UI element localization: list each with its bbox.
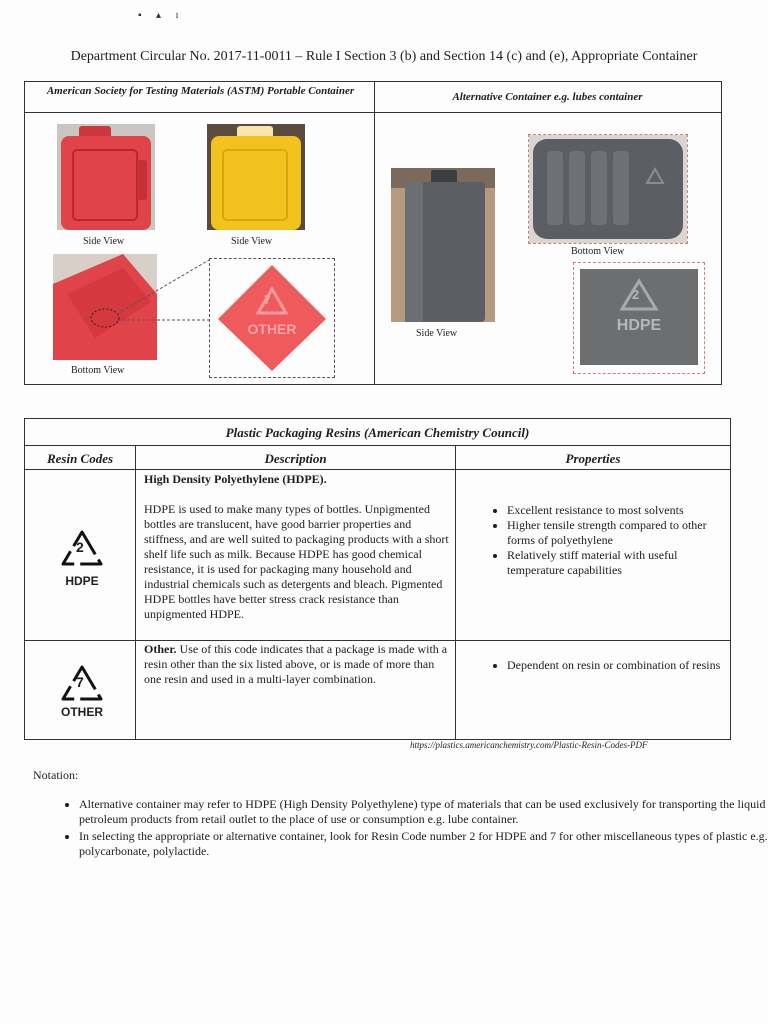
hdpe-embossed-number: 2 (632, 287, 640, 302)
other-title: Other. (144, 642, 177, 656)
column-header-properties: Properties (565, 451, 621, 466)
other-properties (485, 658, 729, 673)
other-code-text: OTHER (247, 321, 297, 337)
column-header-resin-codes: Resin Codes (46, 451, 114, 466)
other-description-text: Use of this code indicates that a package is made with a resin other than the six listed above, or is made of more than one resin and used in a multi-layer combination. (144, 642, 448, 686)
red-can-side-photo (57, 124, 155, 230)
hdpe-code-zoom-box (573, 262, 705, 374)
other-code-diamond (210, 259, 334, 377)
lube-side-caption: Side View (416, 328, 458, 339)
alternative-container-header: Alternative Container e.g. lubes container (452, 91, 643, 103)
yellow-can-side-photo (207, 124, 305, 230)
resin-table-title: Plastic Packaging Resins (American Chemistry Council) (225, 425, 530, 440)
hdpe-description (144, 472, 449, 622)
lube-container-bottom-photo (529, 135, 687, 243)
resin-code-2-label: HDPE (65, 574, 99, 588)
page-heading: Department Circular No. 2017-11-0011 – Rule I Section 3 (b) and Section 14 (c) and (e), Appropriate Container (70, 49, 698, 64)
notation-item: • Alternative container may refer to HDPE (High Density Polyethylene) type of materials that can be used exclusively for transporting the liquid petroleum products from retail outlet to the place of use or consumption e.g. lube container. (79, 797, 768, 827)
other-description (144, 642, 449, 687)
lube-bottom-caption: Bottom View (571, 246, 625, 257)
containers-table (24, 81, 722, 385)
resin-table (24, 418, 731, 740)
notation-label: Notation: (33, 768, 79, 782)
hdpe-title: High Density Polyethylene (HDPE). (144, 472, 327, 486)
lube-bottom-box (528, 134, 688, 244)
source-link[interactable]: https://plastics.americanchemistry.com/Plastic-Resin-Codes-PDF (410, 740, 648, 750)
column-header-description: Description (264, 451, 327, 466)
resin-code-7-label: OTHER (61, 705, 103, 719)
other-code-zoom-box (209, 258, 335, 378)
other-property: • Dependent on resin or combination of resins (507, 658, 729, 673)
hdpe-embossed-text: HDPE (616, 317, 662, 334)
resin-code-2-number: 2 (76, 539, 84, 555)
red-can-bottom-caption: Bottom View (71, 365, 125, 376)
red-can-side-caption: Side View (83, 236, 125, 247)
scan-specks: ▪ ▴ ı (138, 10, 185, 21)
other-code-number: 7 (264, 293, 271, 307)
resin-code-7-number: 7 (76, 674, 84, 690)
yellow-can-side-caption: Side View (231, 236, 273, 247)
callout-lines (117, 258, 213, 326)
hdpe-property: • Excellent resistance to most solvents (507, 503, 729, 518)
notation-item: • In selecting the appropriate or alternative container, look for Resin Code number 2 for HDPE and 7 for other miscellaneous types of plastic e.g. polycarbonate, polylactide. (79, 829, 768, 859)
hdpe-property: • Higher tensile strength compared to other forms of polyethylene (507, 518, 729, 548)
hdpe-description-text: HDPE is used to make many types of bottles. Unpigmented bottles are translucent, have good barrier properties and stiffness, and are well suited to packaging products with a short shelf life such as milk. Because HDPE has good chemical resistance, it is used for packaging many household and industrial chemicals such as detergents and bleach. Pigmented HDPE bottles have better stress crack resistance than unpigmented HDPE. (144, 502, 449, 621)
hdpe-properties (485, 503, 729, 578)
lube-container-side-photo (391, 168, 495, 322)
hdpe-property: • Relatively stiff material with useful temperature capabilities (507, 548, 729, 578)
astm-container-header: American Society for Testing Materials (ASTM) Portable Container (46, 85, 355, 97)
notation-list (33, 797, 768, 861)
